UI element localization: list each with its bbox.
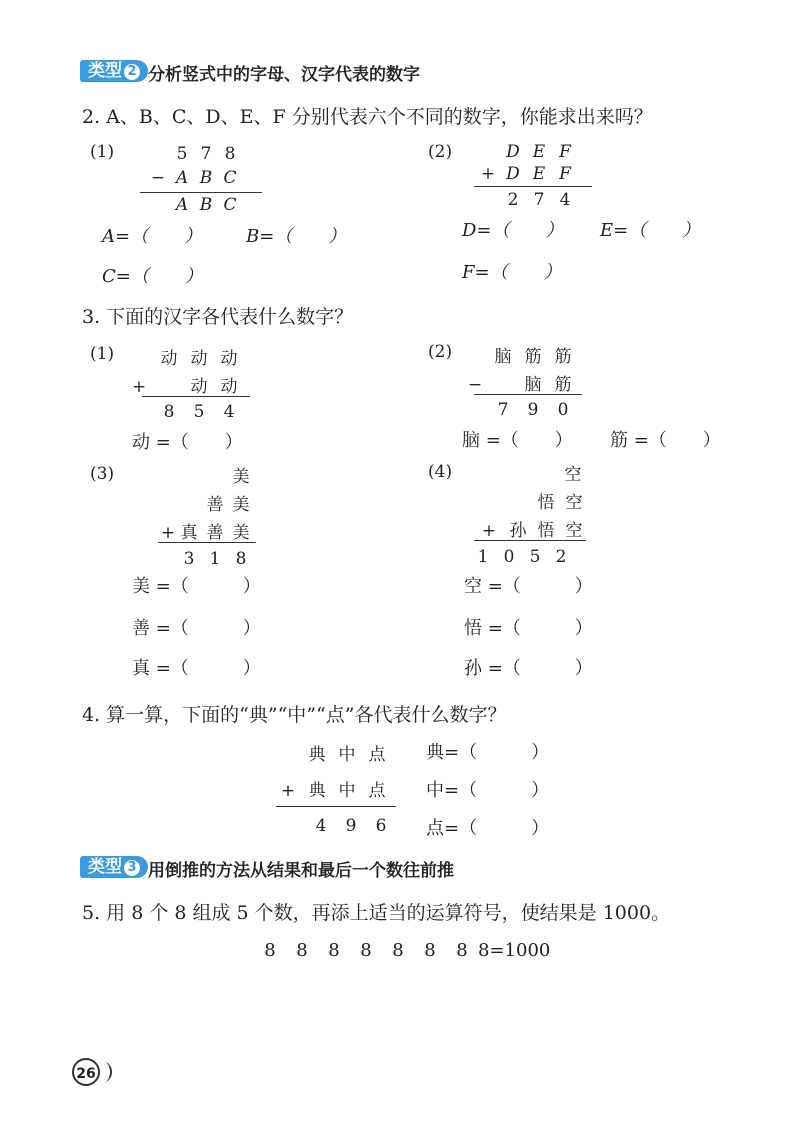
- char: 悟: [537, 493, 555, 513]
- digit: 5: [176, 144, 188, 164]
- digit: 0: [557, 400, 569, 420]
- q3-part3-label: (3): [90, 464, 115, 484]
- digit: 6: [375, 816, 387, 836]
- q2-part1-mid-row: [146, 168, 242, 188]
- question-2-text: 2. A、B、C、D、E、F 分别代表六个不同的数字，你能求出来吗？: [82, 106, 653, 128]
- q3-part3-row2: [202, 490, 254, 515]
- answer-zhong[interactable]: 中=（ ）: [426, 780, 550, 801]
- char: 动: [160, 349, 178, 369]
- badge-number: 3: [124, 860, 140, 876]
- q3-part1-top-row: [154, 344, 244, 369]
- question-4-text: 4. 算一算，下面的“典”“中”“点”各代表什么数字？: [82, 704, 507, 726]
- digit: 5: [529, 547, 541, 567]
- char: 筋: [554, 375, 572, 395]
- q2-part1-rule: [140, 192, 262, 193]
- digit: 8: [392, 940, 404, 961]
- char: 典: [308, 745, 326, 765]
- answer-shan[interactable]: 善 =（ ）: [132, 618, 261, 639]
- operator: +: [131, 377, 147, 397]
- digit: 8: [264, 940, 276, 961]
- q4-rule: [276, 806, 396, 807]
- char: 善: [206, 495, 224, 515]
- char: 空: [565, 521, 583, 541]
- badge-number: 2: [124, 64, 140, 80]
- operator: +: [160, 523, 176, 543]
- char: 点: [368, 781, 386, 801]
- char: 空: [564, 465, 582, 485]
- q3-part4-result-row: [470, 547, 574, 567]
- q4-mid-row: [274, 776, 392, 801]
- q3-part4-label: (4): [428, 462, 453, 482]
- q3-part3-row1: [228, 462, 254, 487]
- letter: C: [223, 195, 237, 215]
- digit: 8: [360, 940, 372, 961]
- answer-nao[interactable]: 脑 =（ ）: [462, 430, 573, 451]
- letter: B: [199, 168, 213, 188]
- char: 中: [338, 745, 356, 765]
- operator: +: [481, 521, 497, 541]
- answer-sun[interactable]: 孙 =（ ）: [464, 658, 593, 679]
- digit: 3: [183, 549, 195, 569]
- digit: 8: [224, 144, 236, 164]
- q2-part1-top-row: [170, 144, 242, 164]
- answer-F[interactable]: F=（ ）: [462, 262, 562, 283]
- q3-part4-row3: [474, 516, 588, 541]
- digit: 0: [503, 547, 515, 567]
- q2-part2-rule: [474, 186, 592, 187]
- digit: 9: [527, 400, 539, 420]
- answer-jin[interactable]: 筋 =（ ）: [610, 430, 721, 451]
- q4-result-row: [306, 816, 396, 836]
- digit: 5: [193, 402, 205, 422]
- answer-mei[interactable]: 美 =（ ）: [132, 576, 261, 597]
- page-number-decoration: [96, 1062, 112, 1082]
- char: 美: [232, 523, 250, 543]
- letter: D: [506, 142, 520, 162]
- answer-B[interactable]: B=（ ）: [246, 226, 347, 247]
- digit: 8: [424, 940, 436, 961]
- q2-part1-label: (1): [90, 142, 115, 162]
- q3-part1-result-row: [154, 402, 244, 422]
- q5-expression: [254, 940, 550, 961]
- q3-part2-result-row: [488, 400, 578, 420]
- section-title-2: 分析竖式中的字母、汉字代表的数字: [148, 65, 420, 85]
- q4-top-row: [302, 740, 392, 765]
- char: 空: [565, 493, 583, 513]
- answer-D[interactable]: D=（ ）: [462, 220, 564, 241]
- letter: E: [532, 142, 546, 162]
- digit: 8: [328, 940, 340, 961]
- char: 点: [368, 745, 386, 765]
- answer-dian-point[interactable]: 点=（ ）: [426, 818, 550, 839]
- q3-part1-mid-row: [124, 372, 244, 397]
- answer-E[interactable]: E=（ ）: [600, 220, 701, 241]
- page-number: 26: [72, 1058, 100, 1086]
- digit: 4: [315, 816, 327, 836]
- digit: 1: [209, 549, 221, 569]
- char: 悟: [537, 521, 555, 541]
- digit: 9: [345, 816, 357, 836]
- q3-part4-row2: [532, 488, 588, 513]
- q2-part2-top-row: [500, 142, 578, 162]
- digit: 4: [223, 402, 235, 422]
- operator: −: [467, 375, 483, 395]
- q3-part2-label: (2): [428, 342, 453, 362]
- letter: D: [506, 164, 520, 184]
- answer-C[interactable]: C=（ ）: [102, 266, 203, 287]
- operator: +: [480, 164, 496, 184]
- operator: +: [280, 781, 296, 801]
- operator: −: [150, 168, 166, 188]
- badge-label: 类型: [88, 857, 122, 877]
- q2-part2-label: (2): [428, 142, 453, 162]
- char: 真: [180, 523, 198, 543]
- answer-dong[interactable]: 动 =（ ）: [132, 432, 243, 453]
- char: 善: [206, 523, 224, 543]
- answer-wu[interactable]: 悟 =（ ）: [464, 618, 593, 639]
- section-title-3: 用倒推的方法从结果和最后一个数往前推: [148, 861, 454, 881]
- q3-part3-result-row: [176, 549, 254, 569]
- digit: 7: [533, 190, 545, 210]
- badge-label: 类型: [88, 61, 122, 81]
- section-badge-2: [80, 60, 148, 82]
- letter: C: [223, 168, 237, 188]
- q2-part2-result-row: [500, 190, 578, 210]
- char: 动: [190, 377, 208, 397]
- q3-part2-rule: [474, 394, 582, 395]
- q3-part2-top-row: [488, 342, 578, 367]
- section-badge-3: [80, 856, 148, 878]
- digit: 8: [296, 940, 308, 961]
- char: 筋: [554, 347, 572, 367]
- char: 美: [232, 495, 250, 515]
- question-3-text: 3. 下面的汉字各代表什么数字？: [82, 306, 354, 328]
- letter: B: [199, 195, 213, 215]
- answer-dian-classic[interactable]: 典=（ ）: [426, 742, 550, 763]
- letter: F: [559, 164, 571, 184]
- q3-part3-rule: [158, 542, 256, 543]
- answer-A[interactable]: A=（ ）: [102, 226, 203, 247]
- digit: 7: [200, 144, 212, 164]
- char: 动: [220, 377, 238, 397]
- letter: A: [175, 195, 189, 215]
- char: 动: [220, 349, 238, 369]
- digit: 8: [235, 549, 247, 569]
- equation-end: 8=1000: [478, 940, 551, 961]
- q3-part3-row3: [160, 518, 254, 543]
- answer-zhen[interactable]: 真 =（ ）: [132, 658, 261, 679]
- letter: F: [559, 142, 571, 162]
- letter: E: [532, 164, 546, 184]
- letter: A: [175, 168, 189, 188]
- digit: 4: [559, 190, 571, 210]
- char: 动: [190, 349, 208, 369]
- char: 孙: [509, 521, 527, 541]
- digit: 2: [507, 190, 519, 210]
- digit: 8: [456, 940, 468, 961]
- char: 中: [338, 781, 356, 801]
- char: 美: [232, 467, 250, 487]
- char: 脑: [494, 347, 512, 367]
- digit: 7: [497, 400, 509, 420]
- q3-part4-rule: [474, 540, 586, 541]
- answer-kong[interactable]: 空 =（ ）: [464, 576, 593, 597]
- q3-part4-row1: [560, 460, 586, 485]
- q3-part1-rule: [142, 396, 250, 397]
- digit: 2: [555, 547, 567, 567]
- q3-part2-mid-row: [460, 370, 578, 395]
- q2-part1-result-row: [170, 195, 242, 215]
- char: 脑: [524, 375, 542, 395]
- q2-part2-mid-row: [476, 164, 578, 184]
- q3-part1-label: (1): [90, 344, 115, 364]
- char: 筋: [524, 347, 542, 367]
- digit: 1: [477, 547, 489, 567]
- question-5-text: 5. 用 8 个 8 组成 5 个数，再添上适当的运算符号，使结果是 1000。: [82, 902, 671, 924]
- digit: 8: [163, 402, 175, 422]
- char: 典: [308, 781, 326, 801]
